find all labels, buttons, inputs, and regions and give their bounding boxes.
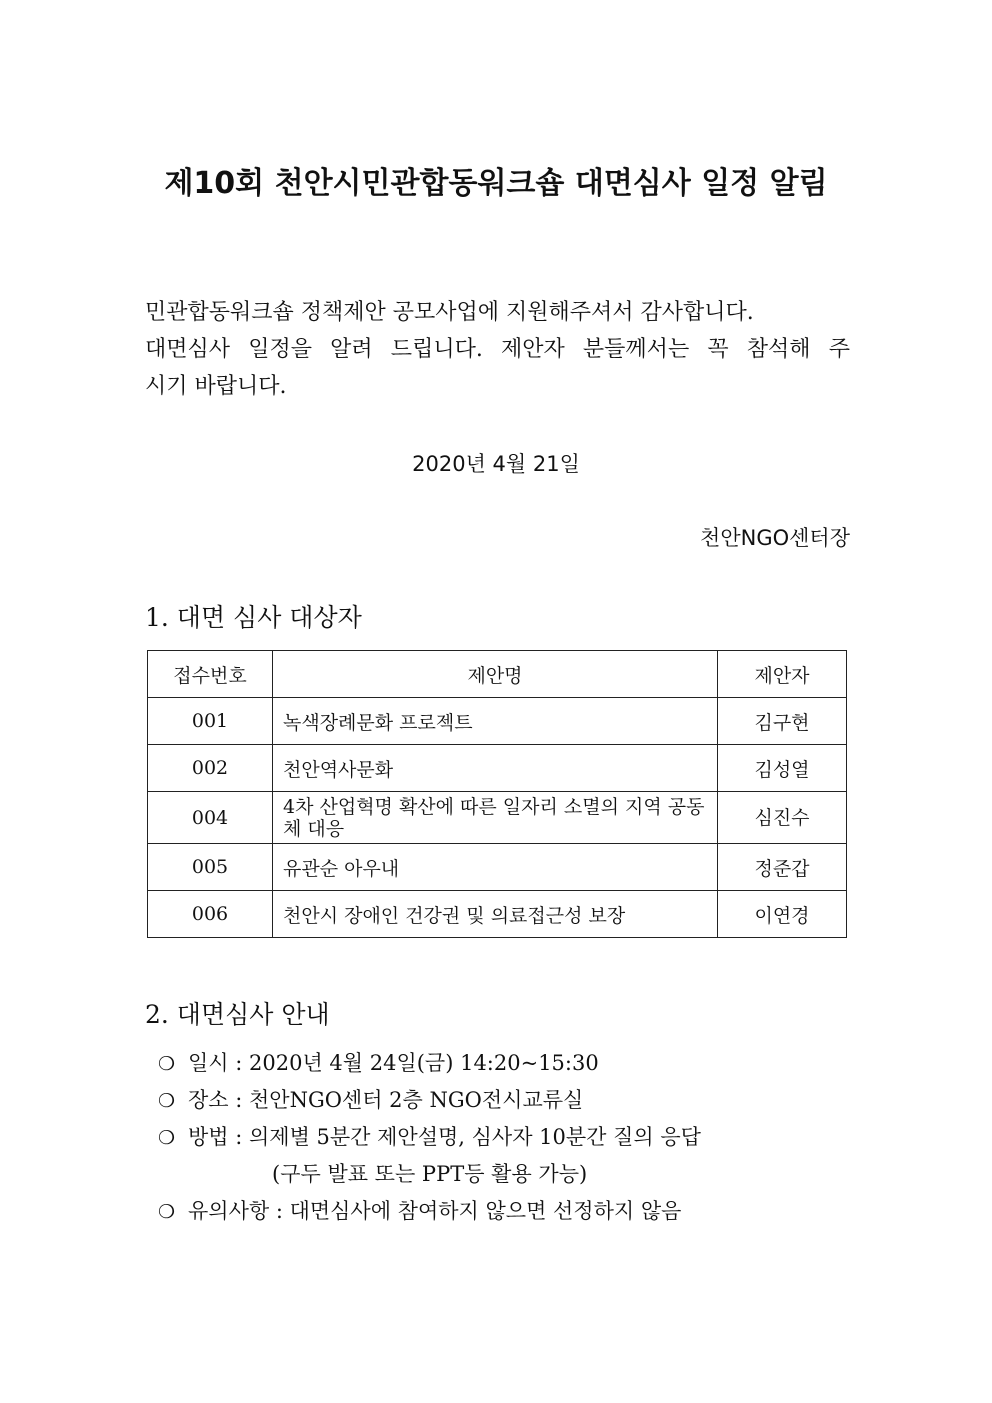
cell-proposal: 4차 산업혁명 확산에 따른 일자리 소멸의 지역 공동체 대응 [273, 792, 718, 844]
list-item-continuation [158, 1156, 848, 1193]
cell-proposer: 김구현 [718, 698, 847, 745]
item-schedule: 일시 : 2020년 4월 24일(금) 14:20~15:30 [188, 1051, 599, 1075]
circle-bullet-icon: ❍ [158, 1090, 176, 1112]
section-1-heading: 1. 대면 심사 대상자 [145, 603, 362, 632]
list-item [158, 1193, 848, 1230]
cell-number: 004 [148, 792, 273, 844]
list-item [158, 1082, 848, 1119]
table-row [148, 792, 847, 844]
cell-proposal: 녹색장례문화 프로젝트 [273, 698, 718, 745]
cell-proposer: 심진수 [718, 792, 847, 844]
item-method-note: (구두 발표 또는 PPT등 활용 가능) [272, 1162, 588, 1186]
intro-line-2: 대면심사 일정을 알려 드립니다. 제안자 분들께서는 꼭 참석해 주 [145, 337, 850, 362]
table-row [148, 844, 847, 891]
cell-number: 006 [148, 891, 273, 938]
list-item [158, 1045, 848, 1082]
item-method: 방법 : 의제별 5분간 제안설명, 심사자 10분간 질의 응답 [188, 1125, 701, 1149]
cell-proposer: 정준갑 [718, 844, 847, 891]
circle-bullet-icon: ❍ [158, 1127, 176, 1149]
item-notice: 유의사항 : 대면심사에 참여하지 않으면 선정하지 않음 [188, 1199, 682, 1223]
cell-proposer: 김성열 [718, 745, 847, 792]
cell-number: 005 [148, 844, 273, 891]
cell-proposal: 천안시 장애인 건강권 및 의료접근성 보장 [273, 891, 718, 938]
table-header-row [148, 651, 847, 698]
intro-line-1: 민관합동워크숍 정책제안 공모사업에 지원해주셔서 감사합니다. [145, 300, 754, 325]
sender-signature: 천안NGO센터장 [700, 526, 850, 550]
list-item [158, 1119, 848, 1156]
cell-number: 002 [148, 745, 273, 792]
intro-line-3: 시기 바랍니다. [145, 374, 287, 399]
table-row [148, 745, 847, 792]
item-location: 장소 : 천안NGO센터 2층 NGO전시교류실 [188, 1088, 584, 1112]
column-header-proposer: 제안자 [718, 651, 847, 698]
candidates-table [147, 650, 847, 938]
cell-proposal: 천안역사문화 [273, 745, 718, 792]
cell-proposal: 유관순 아우내 [273, 844, 718, 891]
cell-number: 001 [148, 698, 273, 745]
review-info-list [158, 1045, 848, 1230]
intro-paragraph [145, 294, 850, 405]
circle-bullet-icon: ❍ [158, 1053, 176, 1075]
column-header-number: 접수번호 [148, 651, 273, 698]
circle-bullet-icon: ❍ [158, 1201, 176, 1223]
cell-proposer: 이연경 [718, 891, 847, 938]
page-title: 제10회 천안시민관합동워크숍 대면심사 일정 알림 [164, 166, 828, 201]
column-header-proposal: 제안명 [273, 651, 718, 698]
notice-date: 2020년 4월 21일 [412, 452, 580, 476]
table-row [148, 698, 847, 745]
section-2-heading: 2. 대면심사 안내 [145, 1000, 330, 1029]
table-row [148, 891, 847, 938]
